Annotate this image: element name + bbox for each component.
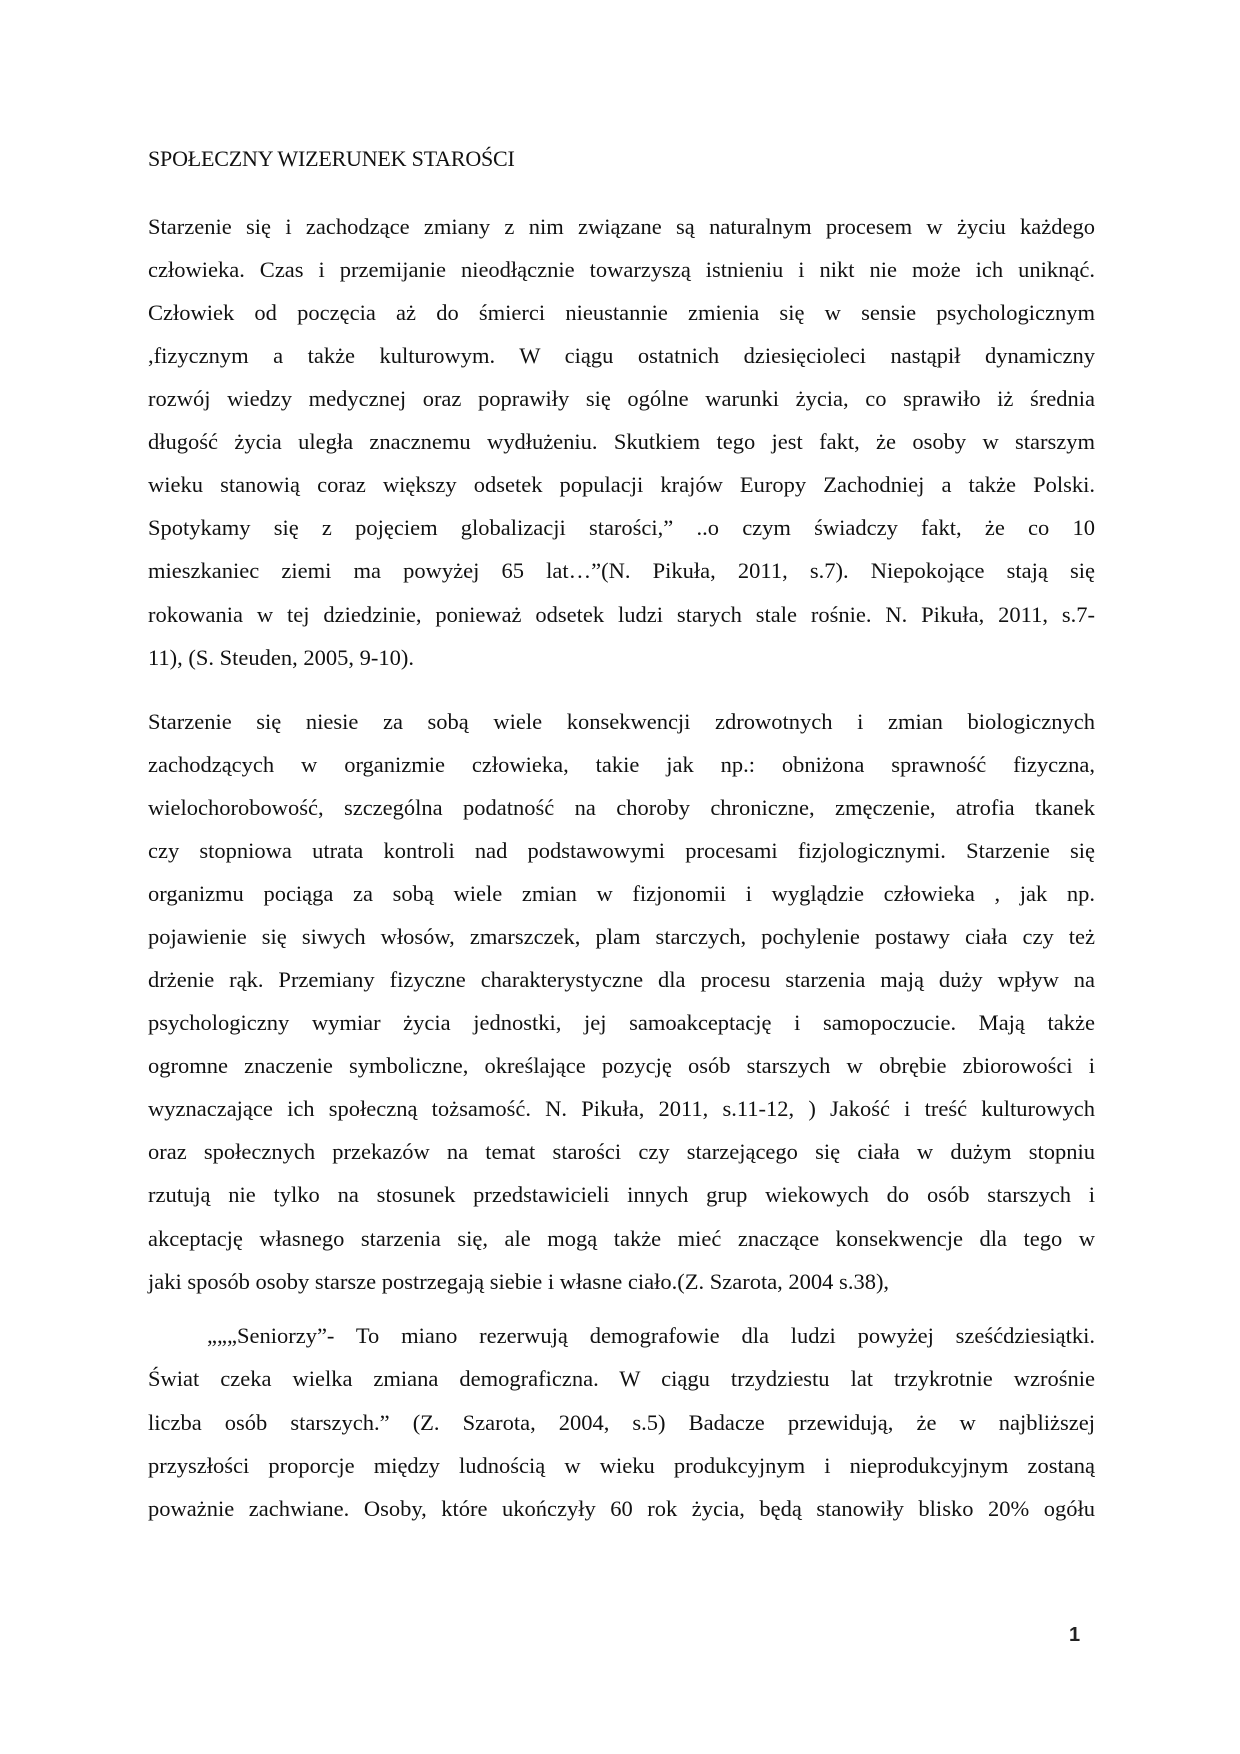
text-line: ogromne znaczenie symboliczne, określające pozycję osób starszych w obrębie zbiorowości i	[148, 1053, 1095, 1078]
text-line: jaki sposób osoby starsze postrzegają siebie i własne ciało.(Z. Szarota, 2004 s.38),	[148, 1269, 890, 1294]
text-line: zachodzących w organizmie człowieka, takie jak np.: obniżona sprawność fizyczna,	[148, 752, 1095, 777]
text-line: akceptację własnego starzenia się, ale mogą także mieć znaczące konsekwencje dla tego w	[148, 1226, 1095, 1251]
text-line: oraz społecznych przekazów na temat starości czy starzejącego się ciała w dużym stopniu	[148, 1139, 1095, 1164]
text-line: Starzenie się niesie za sobą wiele konsekwencji zdrowotnych i zmian biologicznych	[148, 709, 1095, 734]
text-line: drżenie rąk. Przemiany fizyczne charakterystyczne dla procesu starzenia mają duży wpływ na	[148, 967, 1095, 992]
text-line: 11), (S. Steuden, 2005, 9-10).	[148, 645, 415, 670]
page-number: 1	[1069, 1624, 1081, 1646]
text-line: pojawienie się siwych włosów, zmarszczek, plam starczych, pochylenie postawy ciała czy też	[148, 924, 1095, 949]
text-line: człowieka. Czas i przemijanie nieodłącznie towarzyszą istnieniu i nikt nie może ich uniknąć.	[148, 257, 1095, 282]
text-line: rzutują nie tylko na stosunek przedstawicieli innych grup wiekowych do osób starszych i	[148, 1182, 1095, 1207]
text-line: rokowania w tej dziedzinie, ponieważ odsetek ludzi starych stale rośnie. N. Pikuła, 2011, s.7-	[148, 602, 1095, 627]
text-line: mieszkaniec ziemi ma powyżej 65 lat…”(N. Pikuła, 2011, s.7). Niepokojące stają się	[148, 558, 1095, 583]
text-line: Człowiek od poczęcia aż do śmierci nieustannie zmienia się w sensie psychologicznym	[148, 300, 1095, 325]
text-line: liczba osób starszych.” (Z. Szarota, 2004, s.5) Badacze przewidują, że w najbliższej	[148, 1410, 1095, 1435]
text-line: ,fizycznym a także kulturowym. W ciągu ostatnich dziesięcioleci nastąpił dynamiczny	[148, 343, 1095, 368]
text-line: organizmu pociąga za sobą wiele zmian w fizjonomii i wyglądzie człowieka , jak np.	[148, 881, 1095, 906]
text-line: wielochorobowość, szczególna podatność na choroby chroniczne, zmęczenie, atrofia tkanek	[148, 795, 1095, 820]
text-line: psychologiczny wymiar życia jednostki, jej samoakceptację i samopoczucie. Mają także	[148, 1010, 1095, 1035]
text-line: rozwój wiedzy medycznej oraz poprawiły się ogólne warunki życia, co sprawiło iż średnia	[148, 386, 1095, 411]
text-line: wyznaczające ich społeczną tożsamość. N. Pikuła, 2011, s.11-12, ) Jakość i treść kulturowych	[148, 1096, 1095, 1121]
text-line: przyszłości proporcje między ludnością w wieku produkcyjnym i nieprodukcyjnym zostaną	[148, 1453, 1095, 1478]
text-line: Starzenie się i zachodzące zmiany z nim związane są naturalnym procesem w życiu każdego	[148, 214, 1095, 239]
document-title: SPOŁECZNY WIZERUNEK STAROŚCI	[148, 146, 515, 171]
text-line: czy stopniowa utrata kontroli nad podstawowymi procesami fizjologicznymi. Starzenie się	[148, 838, 1095, 863]
text-line: poważnie zachwiane. Osoby, które ukończyły 60 rok życia, będą stanowiły blisko 20% ogółu	[148, 1496, 1095, 1521]
text-line: długość życia uległa znacznemu wydłużeniu. Skutkiem tego jest fakt, że osoby w starszym	[148, 429, 1095, 454]
text-line: Świat czeka wielka zmiana demograficzna. W ciągu trzydziestu lat trzykrotnie wzrośnie	[148, 1366, 1095, 1391]
text-line: „„„Seniorzy”- To miano rezerwują demografowie dla ludzi powyżej sześćdziesiątki.	[207, 1323, 1095, 1348]
text-line: wieku stanowią coraz większy odsetek populacji krajów Europy Zachodniej a także Polski.	[148, 472, 1095, 497]
text-line: Spotykamy się z pojęciem globalizacji starości,” ..o czym świadczy fakt, że co 10	[148, 515, 1095, 540]
